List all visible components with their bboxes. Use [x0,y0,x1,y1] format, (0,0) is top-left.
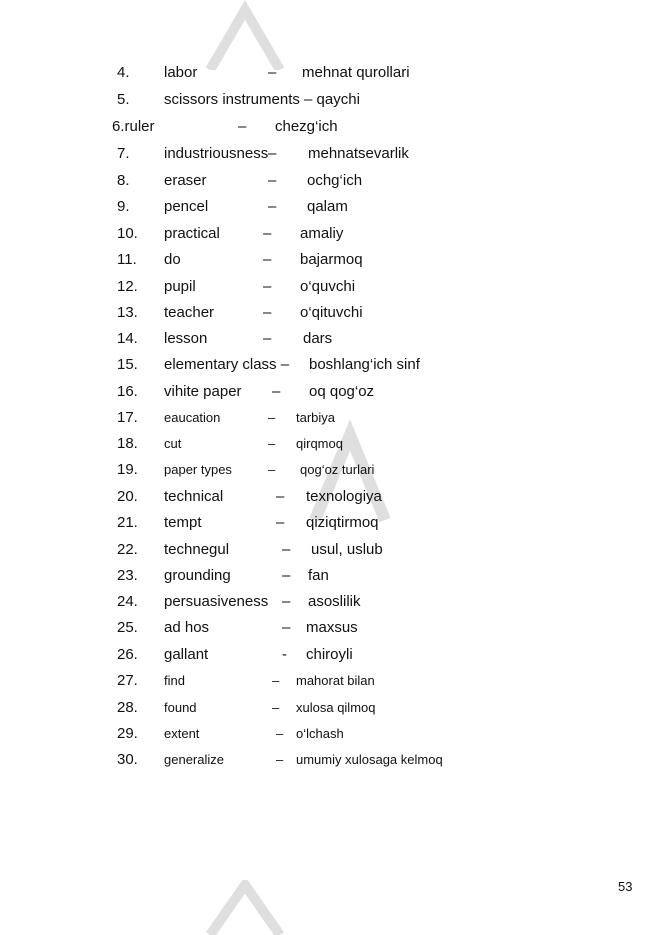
english-term: labor [164,64,198,81]
item-number: 5. [117,91,130,108]
list-item [0,459,661,481]
list-item [0,697,661,719]
uzbek-translation: o‘lchash [296,726,344,741]
english-term: extent [164,726,200,741]
dash: – [268,64,277,81]
uzbek-translation: mehnatsevarlik [308,145,409,162]
dash: – [282,619,291,636]
item-number: 16. [117,383,138,400]
dash: – [268,145,277,162]
list-item [0,723,661,745]
list-item [0,62,661,84]
dash: – [282,567,291,584]
dash: – [272,383,281,400]
item-number: 25. [117,619,138,636]
list-item [0,591,661,613]
item-number: 22. [117,541,138,558]
dash: – [263,278,272,295]
watermark-bottom [200,880,290,935]
dash: – [268,198,277,215]
dash: - [282,646,287,663]
uzbek-translation: bajarmoq [300,251,363,268]
uzbek-translation: umumiy xulosaga kelmoq [296,752,443,767]
uzbek-translation: qirqmoq [296,436,343,451]
uzbek-translation: usul, uslub [311,541,383,558]
list-item [0,512,661,534]
uzbek-translation: xulosa qilmoq [296,700,376,715]
english-term: eaucation [164,410,221,425]
dash: – [276,514,285,531]
english-term: pupil [164,278,196,295]
uzbek-translation: qog‘oz turlari [300,462,375,477]
list-item [0,302,661,324]
item-number: 10. [117,225,138,242]
item-number: 29. [117,725,138,742]
english-term: generalize [164,752,224,767]
item-number: 4. [117,64,130,81]
dash: – [282,541,291,558]
english-term: eraser [164,172,207,189]
english-term: lesson [164,330,208,347]
dash: – [268,172,277,189]
dash: – [268,462,276,477]
english-term: vihite paper [164,383,242,400]
list-item [0,276,661,298]
list-item [0,670,661,692]
uzbek-translation: maxsus [306,619,358,636]
list-item [0,170,661,192]
uzbek-translation: oq qog‘oz [309,383,375,400]
item-number: 19. [117,461,138,478]
english-term: paper types [164,462,232,477]
uzbek-translation: chezg‘ich [275,118,338,135]
item-number: 26. [117,646,138,663]
item-number: 18. [117,435,138,452]
english-term: tempt [164,514,202,531]
dash: – [282,593,291,610]
uzbek-translation: dars [303,330,333,347]
english-term: teacher [164,304,215,321]
list-item [0,433,661,455]
dash: – [268,436,276,451]
list-item [0,196,661,218]
uzbek-translation: chiroyli [306,646,353,663]
english-term: technical [164,488,224,505]
list-item [0,223,661,245]
uzbek-translation: asoslilik [308,593,361,610]
item-number: 8. [117,172,130,189]
list-item [0,644,661,666]
list-item [0,486,661,508]
list-item [0,539,661,561]
dash: – [272,673,280,688]
english-term: do [164,251,181,268]
item-number: 24. [117,593,138,610]
uzbek-translation: fan [308,567,329,584]
list-item [0,617,661,639]
item-number: 27. [117,672,138,689]
english-term: grounding [164,567,231,584]
english-term: find [164,673,185,688]
list-item [0,116,661,138]
page-number: 53 [618,879,633,894]
list-item [0,749,661,771]
list-item [0,381,661,403]
item-number: 23. [117,567,138,584]
dash: – [272,700,280,715]
item-number: 7. [117,145,130,162]
english-term: ad hos [164,619,210,636]
dash: – [276,488,285,505]
list-item [0,407,661,429]
item-number: 30. [117,751,138,768]
uzbek-translation: qalam [307,198,348,215]
item-number: 15. [117,356,138,373]
uzbek-translation: o‘quvchi [300,278,356,295]
item-number: 20. [117,488,138,505]
item-number: 9. [117,198,130,215]
english-term: found [164,700,197,715]
list-item [0,89,661,111]
uzbek-translation: ochg‘ich [307,172,363,189]
english-term: scissors instruments – qaychi [164,91,360,108]
list-item [0,249,661,271]
dash: – [276,752,284,767]
english-term: pencel [164,198,209,215]
english-term: industriousness [164,145,269,162]
item-number: 6.ruler [112,118,155,135]
item-number: 14. [117,330,138,347]
item-number: 28. [117,699,138,716]
list-item [0,143,661,165]
uzbek-translation: mehnat qurollari [302,64,410,81]
english-term: practical [164,225,220,242]
english-term: persuasiveness [164,593,269,610]
dash: – [263,225,272,242]
uzbek-translation: qiziqtirmoq [306,514,379,531]
item-number: 11. [117,251,137,268]
item-number: 13. [117,304,138,321]
uzbek-translation: texnologiya [306,488,382,505]
dash: – [263,251,272,268]
item-number: 17. [117,409,138,426]
item-number: 12. [117,278,138,295]
english-term: technegul [164,541,230,558]
uzbek-translation: tarbiya [296,410,336,425]
english-term: gallant [164,646,209,663]
dash: – [238,118,247,135]
item-number: 21. [117,514,138,531]
list-item [0,354,661,376]
uzbek-translation: mahorat bilan [296,673,375,688]
uzbek-translation: o‘qituvchi [300,304,363,321]
dash: – [276,726,284,741]
english-term: cut [164,436,182,451]
watermark-top [200,0,290,70]
list-item [0,328,661,350]
dash: – [263,304,272,321]
uzbek-translation: amaliy [300,225,344,242]
uzbek-translation: boshlang‘ich sinf [309,356,420,373]
dash: – [263,330,272,347]
dash: – [268,410,276,425]
list-item [0,565,661,587]
english-term: elementary class – [164,356,290,373]
